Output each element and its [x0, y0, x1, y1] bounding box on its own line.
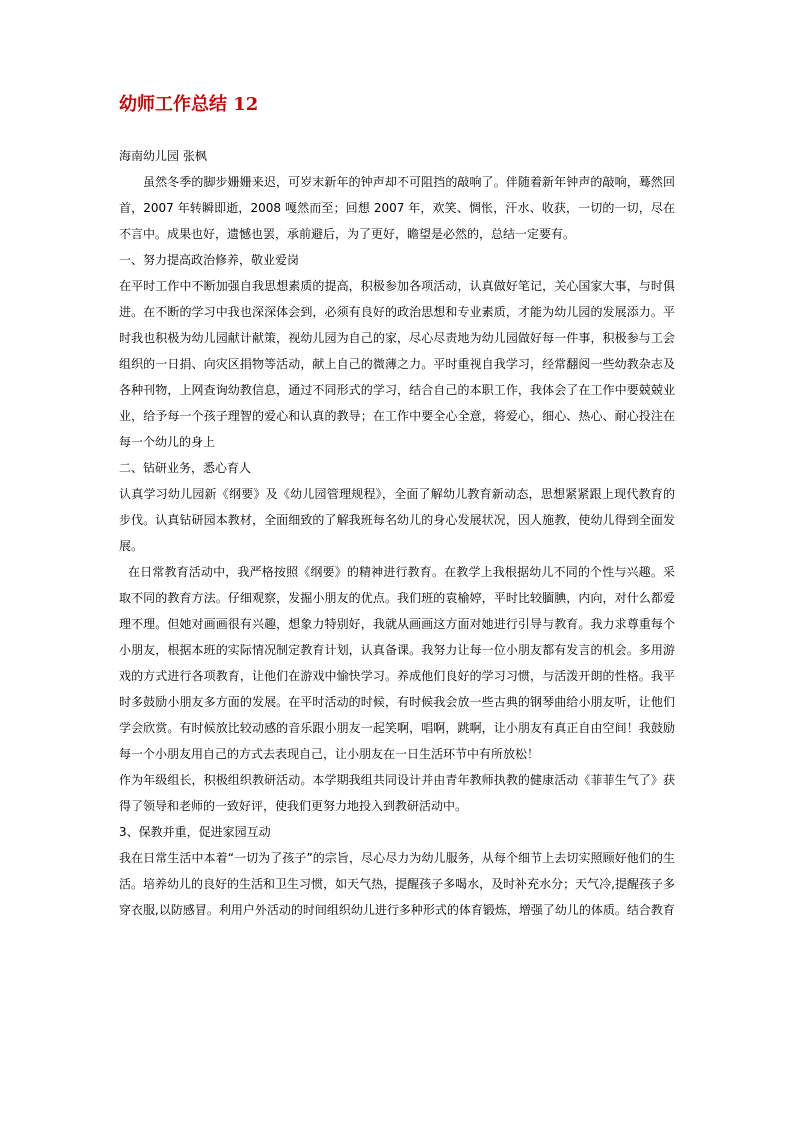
body-paragraph: 在日常教育活动中，我严格按照《纲要》的精神进行教育。在教学上我根据幼儿不同的个性与兴趣。采取不同的教育方法。仔细观察，发掘小朋友的优点。我们班的袁榆婷，平时比较腼腆，内向，对什么都爱理不理。但她对画画很有兴趣，想象力特别好，我就从画画这方面对她进行引导与教育。我力求尊重每个小朋友，根据本班的实际情况制定教育计划，认真备课。我努力让每一位小朋友都有发言的机会。多用游戏的方式进行各项教育，让他们在游戏中愉快学习。养成他们良好的学习习惯，与活泼开朗的性格。我平时多鼓励小朋友多方面的发展。在平时活动的时候，有时候我会放一些古典的钢琴曲给小朋友听，让他们学会欣赏。有时候放比较动感的音乐跟小朋友一起笑啊，唱啊，跳啊，让小朋友有真正自由空间！我鼓励每一个小朋友用自己的方式去表现自己，让小朋友在一日生活环节中有所放松！ [119, 565, 675, 761]
section-heading-2: 二、钻研业务，悉心育人 [119, 461, 252, 475]
body-paragraph: 我在日常生活中本着“一切为了孩子”的宗旨，尽心尽力为幼儿服务，从每个细节上去切实照顾好他们的生活。培养幼儿的良好的生活和卫生习惯，如天气热，提醒孩子多喝水，及时补充水分；天气冷,提醒孩子多穿衣服,以防感冒。利用户外活动的时间组织幼儿进行多种形式的体育锻炼，增强了幼儿的体质。结合教育 [119, 851, 675, 917]
page-title: 幼师工作总结 12 [119, 94, 259, 115]
body-paragraph: 认真学习幼儿园新《纲要》及《幼儿园管理规程》，全面了解幼儿教育新动态，思想紧紧跟上现代教育的步伐。认真钻研园本教材，全面细致的了解我班每名幼儿的身心发展状况，因人施教，使幼儿得到全面发展。 [119, 487, 675, 553]
body-paragraph: 在平时工作中不断加强自我思想素质的提高，积极参加各项活动，认真做好笔记，关心国家大事，与时俱进。在不断的学习中我也深深体会到，必须有良好的政治思想和专业素质，才能为幼儿园的发展添力。平时我也积极为幼儿园献计献策，视幼儿园为自己的家，尽心尽责地为幼儿园做好每一件事，积极参与工会组织的一日捐、向灾区捐物等活动，献上自己的微薄之力。平时重视自我学习，经常翻阅一些幼教杂志及各种刊物，上网查询幼教信息，通过不同形式的学习，结合自己的本职工作，我体会了在工作中要兢兢业业，给予每一个孩子理智的爱心和认真的教导；在工作中要全心全意，将爱心，细心、热心、耐心投注在每一个幼儿的身上 [119, 279, 675, 449]
author-line: 海南幼儿园 张枫 [119, 149, 207, 163]
section-heading-3: 3、保教并重，促进家园互动 [119, 825, 271, 839]
body-paragraph: 作为年级组长，积极组织教研活动。本学期我组共同设计并由青年教师执教的健康活动《菲菲生气了》获得了领导和老师的一致好评，使我们更努力地投入到教研活动中。 [119, 773, 675, 813]
intro-paragraph: 虽然冬季的脚步姗姗来迟，可岁末新年的钟声却不可阻挡的敲响了。伴随着新年钟声的敲响，蓦然回首，2007 年转瞬即逝，2008 嘎然而至；回想 2007 年，欢笑、惆怅，汗水、收获，一切的一切，尽在不言中。成果也好，遗憾也罢，承前避后，为了更好，瞻望是必然的，总结一定要有。 [119, 175, 675, 241]
document-body [119, 143, 675, 923]
section-heading-1: 一、努力提高政治修养，敬业爱岗 [119, 253, 300, 267]
